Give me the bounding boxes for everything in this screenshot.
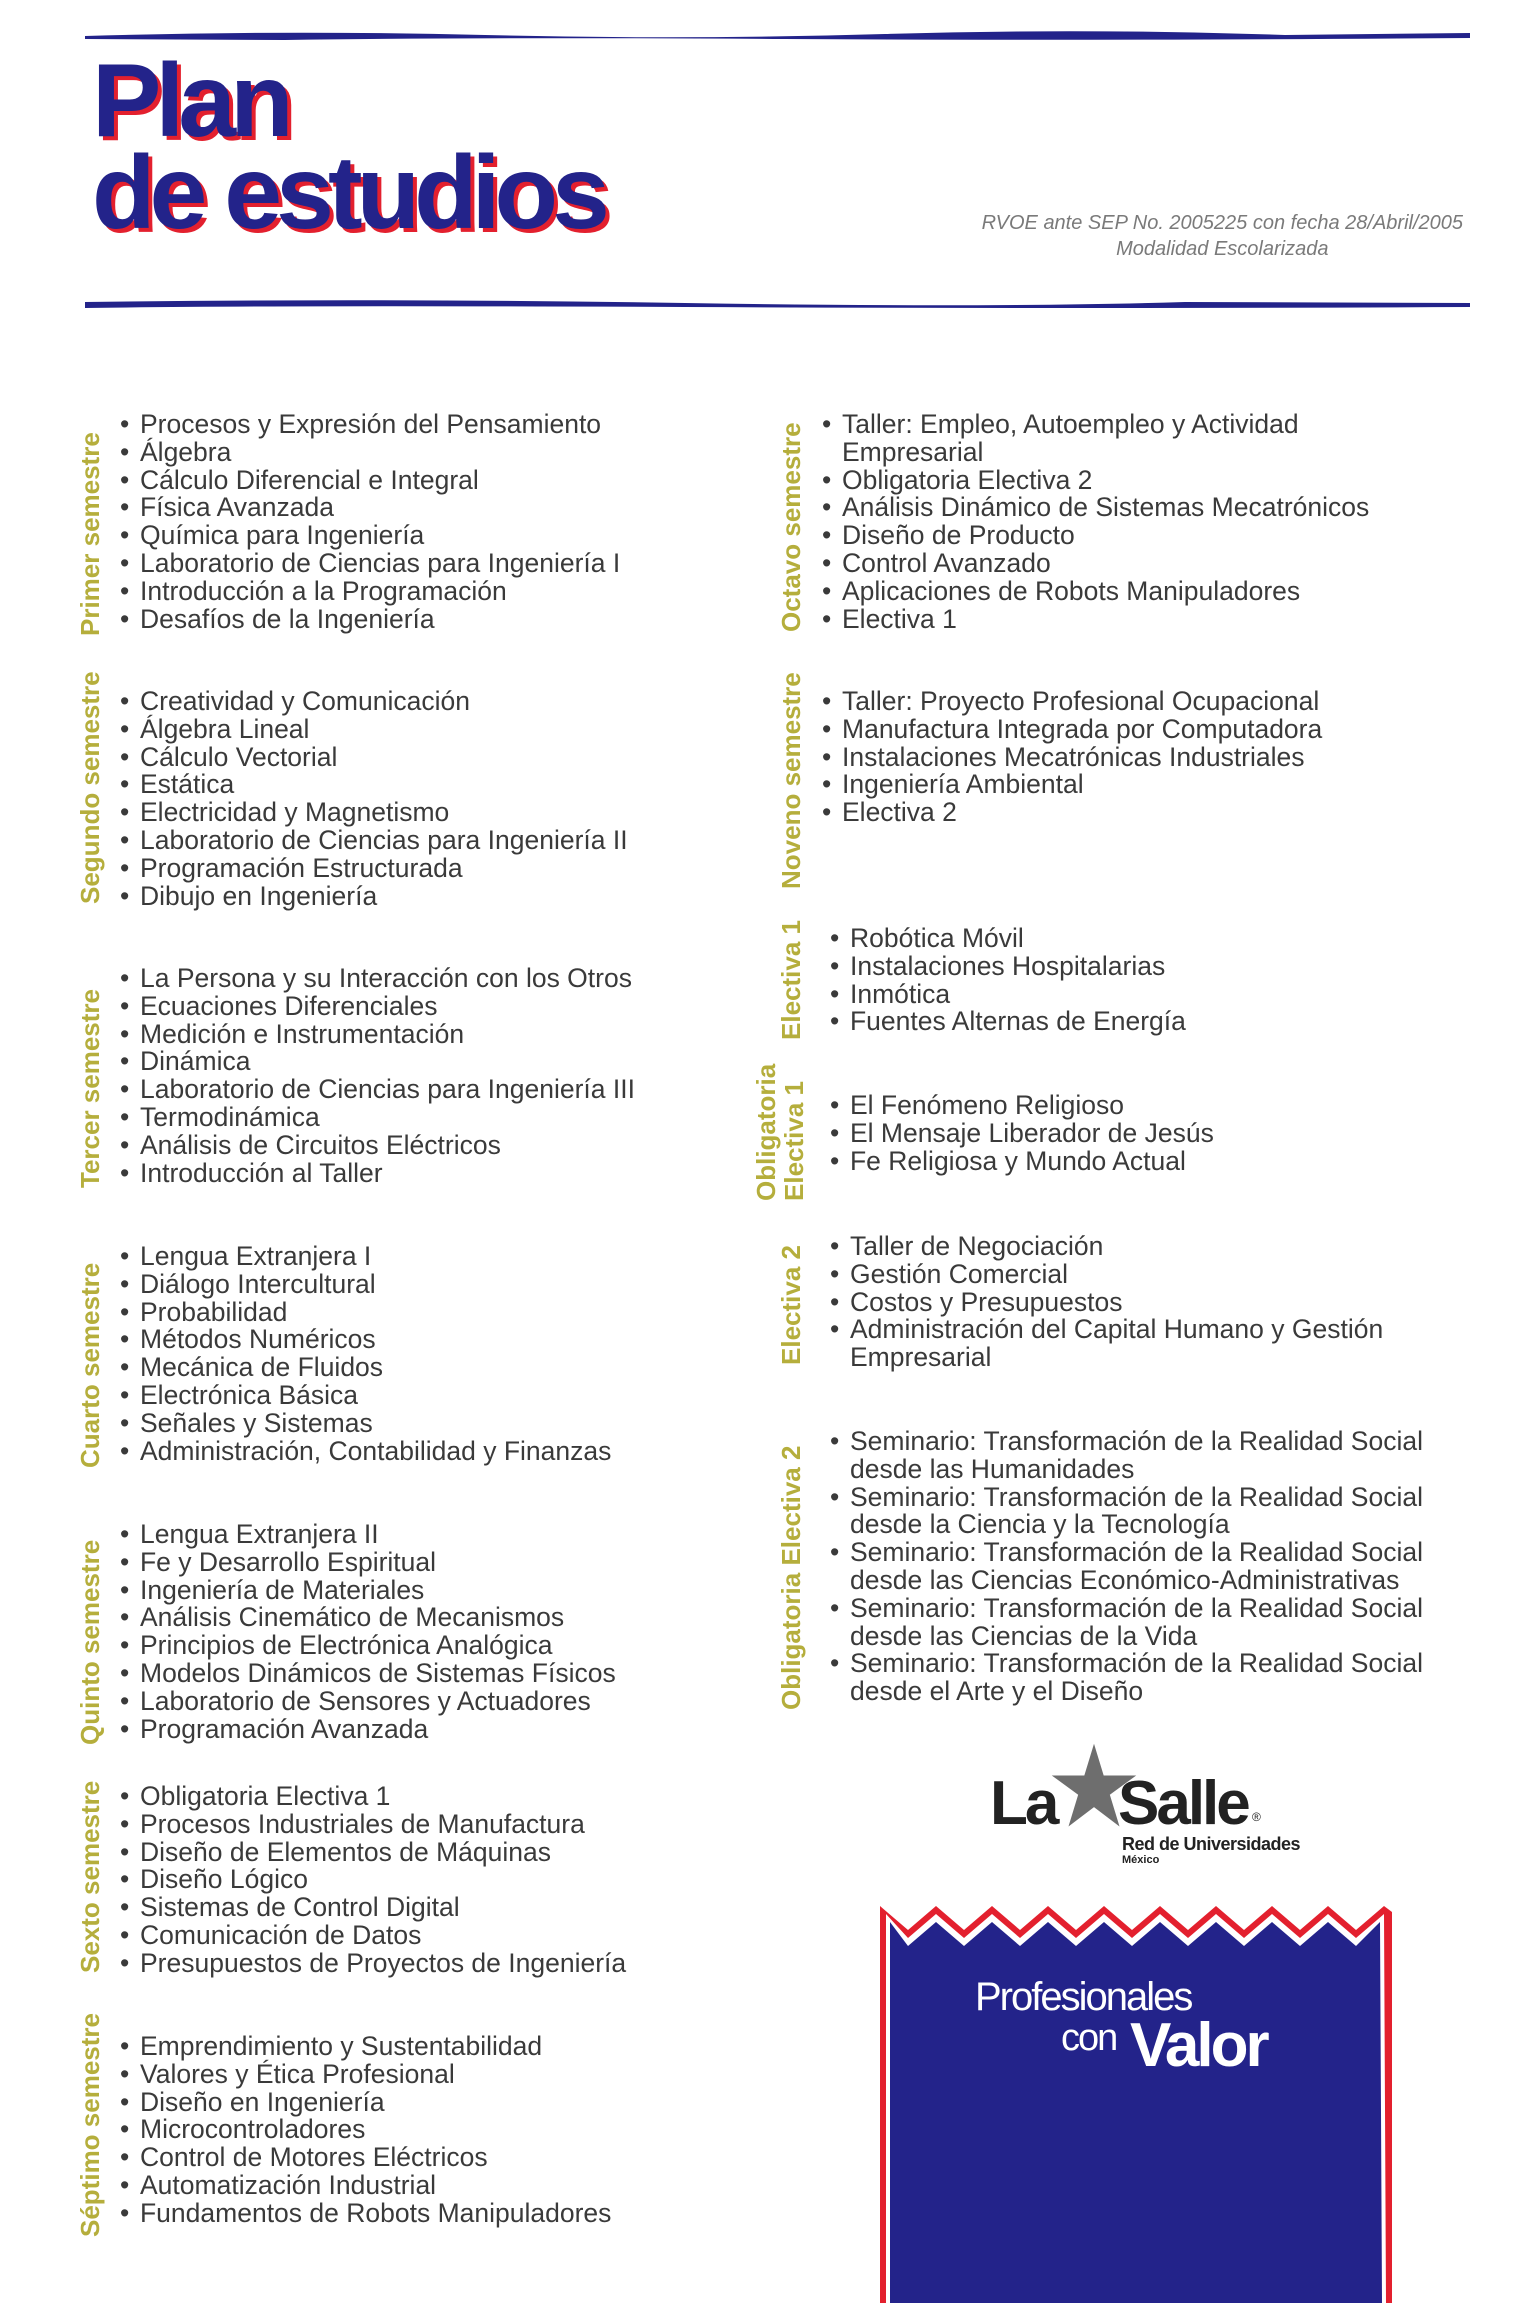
course-item: • Diseño de Producto bbox=[822, 522, 1422, 550]
obligatoria-electiva-1-label-line1: Obligatoria bbox=[751, 1063, 781, 1201]
course-item: • Seminario: Transformación de la Realidad Social desde las Ciencias Económico-Administrativas bbox=[830, 1539, 1470, 1595]
page-title bbox=[92, 43, 604, 251]
course-item: • Álgebra Lineal bbox=[120, 716, 628, 744]
title-line-estudios: de estudios bbox=[92, 135, 604, 251]
course-item: • Instalaciones Mecatrónicas Industriales bbox=[822, 744, 1322, 772]
course-item: • La Persona y su Interacción con los Otros bbox=[120, 965, 635, 993]
course-item: • Métodos Numéricos bbox=[120, 1326, 611, 1354]
course-item: • Termodinámica bbox=[120, 1104, 635, 1132]
course-list-2 bbox=[120, 688, 628, 910]
course-list-6 bbox=[120, 1783, 626, 1978]
course-item: • Ingeniería de Materiales bbox=[120, 1577, 616, 1605]
course-item: • Dinámica bbox=[120, 1048, 635, 1076]
course-item: • Obligatoria Electiva 2 bbox=[822, 467, 1422, 495]
obligatoria-electiva-2-list bbox=[830, 1428, 1470, 1706]
obligatoria-electiva-1-label-line2: Electiva 1 bbox=[779, 1081, 809, 1201]
course-item: • Análisis Cinemático de Mecanismos bbox=[120, 1604, 616, 1632]
semester-label-3: Tercer semestre bbox=[75, 989, 105, 1188]
course-item: • Taller de Negociación bbox=[830, 1233, 1430, 1261]
course-item: • Cálculo Vectorial bbox=[120, 744, 628, 772]
course-list-8 bbox=[822, 411, 1422, 633]
course-item: • Procesos y Expresión del Pensamiento bbox=[120, 411, 620, 439]
course-item: • Fe y Desarrollo Espiritual bbox=[120, 1549, 616, 1577]
course-item: • Diálogo Intercultural bbox=[120, 1271, 611, 1299]
semester-label-8: Octavo semestre bbox=[776, 422, 806, 632]
bottom-brush-stroke bbox=[85, 296, 1470, 310]
tagline-profesionales: Profesionales bbox=[975, 1975, 1192, 2019]
top-brush-stroke bbox=[85, 28, 1470, 42]
course-item: • Microcontroladores bbox=[120, 2116, 611, 2144]
logo-registered-mark: ® bbox=[1252, 1810, 1261, 1824]
banner-zigzag-background bbox=[880, 1890, 1392, 2303]
course-list-4 bbox=[120, 1243, 611, 1465]
course-item: • Ingeniería Ambiental bbox=[822, 771, 1322, 799]
course-item: • Control de Motores Eléctricos bbox=[120, 2144, 611, 2172]
course-item: • Seminario: Transformación de la Realidad Social desde las Ciencias de la Vida bbox=[830, 1595, 1470, 1651]
course-item: • Principios de Electrónica Analógica bbox=[120, 1632, 616, 1660]
electiva-2-label: Electiva 2 bbox=[776, 1245, 806, 1365]
profesionales-banner bbox=[880, 1890, 1392, 2303]
course-item: • Diseño en Ingeniería bbox=[120, 2089, 611, 2117]
la-salle-logo bbox=[990, 1740, 1340, 1870]
course-item: • Mecánica de Fluidos bbox=[120, 1354, 611, 1382]
rvoe-text: RVOE ante SEP No. 2005225 con fecha 28/Abril/2005 bbox=[981, 212, 1463, 234]
course-item: • Taller: Empleo, Autoempleo y Actividad Empresarial bbox=[822, 411, 1362, 467]
title-line-plan: Plan bbox=[92, 43, 288, 159]
course-item: • Cálculo Diferencial e Integral bbox=[120, 467, 620, 495]
course-item: • Fe Religiosa y Mundo Actual bbox=[830, 1148, 1214, 1176]
course-item: • Taller: Proyecto Profesional Ocupacional bbox=[822, 688, 1322, 716]
course-item: • Inmótica bbox=[830, 981, 1186, 1009]
course-item: • Robótica Móvil bbox=[830, 925, 1186, 953]
course-item: • Introducción al Taller bbox=[120, 1160, 635, 1188]
semester-label-6: Sexto semestre bbox=[75, 1780, 105, 1973]
electiva-2-list bbox=[830, 1233, 1430, 1372]
course-item: • Control Avanzado bbox=[822, 550, 1422, 578]
obligatoria-electiva-1-list bbox=[830, 1092, 1214, 1175]
electiva-1-list bbox=[830, 925, 1186, 1036]
course-item: • Gestión Comercial bbox=[830, 1261, 1430, 1289]
semester-label-2: Segundo semestre bbox=[75, 671, 105, 904]
course-item: • Fuentes Alternas de Energía bbox=[830, 1008, 1186, 1036]
tagline-valor: Valor bbox=[1130, 2011, 1267, 2080]
course-item: • Seminario: Transformación de la Realidad Social desde el Arte y el Diseño bbox=[830, 1650, 1470, 1706]
course-item: • Aplicaciones de Robots Manipuladores bbox=[822, 578, 1422, 606]
course-list-5 bbox=[120, 1521, 616, 1743]
course-item: • Laboratorio de Sensores y Actuadores bbox=[120, 1688, 616, 1716]
course-item: • Programación Avanzada bbox=[120, 1716, 616, 1744]
course-item: • Electricidad y Magnetismo bbox=[120, 799, 628, 827]
semester-label-5: Quinto semestre bbox=[75, 1539, 105, 1745]
course-item: • Modelos Dinámicos de Sistemas Físicos bbox=[120, 1660, 616, 1688]
course-item: • Creatividad y Comunicación bbox=[120, 688, 628, 716]
tagline-con: con bbox=[1061, 2017, 1117, 2059]
logo-text-la: La bbox=[990, 1769, 1057, 1838]
course-item: • Comunicación de Datos bbox=[120, 1922, 626, 1950]
obligatoria-electiva-2-label: Obligatoria Electiva 2 bbox=[776, 1445, 806, 1710]
course-item: • Laboratorio de Ciencias para Ingeniería I bbox=[120, 550, 620, 578]
course-item: • Química para Ingeniería bbox=[120, 522, 620, 550]
course-item: • Emprendimiento y Sustentabilidad bbox=[120, 2033, 611, 2061]
modalidad-text: Modalidad Escolarizada bbox=[1116, 238, 1329, 260]
logo-text-salle: Salle bbox=[1118, 1769, 1248, 1838]
course-list-7 bbox=[120, 2033, 611, 2228]
course-item: • Medición e Instrumentación bbox=[120, 1021, 635, 1049]
course-item: • Desafíos de la Ingeniería bbox=[120, 606, 620, 634]
course-list-9 bbox=[822, 688, 1322, 827]
logo-subtitle: Red de Universidades bbox=[1122, 1834, 1301, 1854]
electiva-1-label: Electiva 1 bbox=[776, 920, 806, 1040]
course-item: • Administración, Contabilidad y Finanzas bbox=[120, 1438, 611, 1466]
tagline bbox=[975, 1975, 1267, 2080]
course-list-3 bbox=[120, 965, 635, 1187]
course-item: • Fundamentos de Robots Manipuladores bbox=[120, 2200, 611, 2228]
course-item: • Laboratorio de Ciencias para Ingeniería III bbox=[120, 1076, 635, 1104]
course-item: • Electrónica Básica bbox=[120, 1382, 611, 1410]
course-item: • Electiva 2 bbox=[822, 799, 1322, 827]
course-item: • Laboratorio de Ciencias para Ingeniería II bbox=[120, 827, 628, 855]
course-item: • Electiva 1 bbox=[822, 606, 1422, 634]
course-item: • Manufactura Integrada por Computadora bbox=[822, 716, 1322, 744]
course-item: • Análisis Dinámico de Sistemas Mecatrónicos bbox=[822, 494, 1422, 522]
course-item: • Lengua Extranjera I bbox=[120, 1243, 611, 1271]
course-item: • Diseño Lógico bbox=[120, 1866, 626, 1894]
course-item: • Automatización Industrial bbox=[120, 2172, 611, 2200]
course-item: • Diseño de Elementos de Máquinas bbox=[120, 1839, 626, 1867]
course-item: • El Mensaje Liberador de Jesús bbox=[830, 1120, 1214, 1148]
course-list-1 bbox=[120, 411, 620, 633]
rvoe-info bbox=[982, 210, 1463, 262]
course-item: • Programación Estructurada bbox=[120, 855, 628, 883]
course-item: • Seminario: Transformación de la Realidad Social desde la Ciencia y la Tecnología bbox=[830, 1484, 1470, 1540]
semester-label-7: Séptimo semestre bbox=[75, 2013, 105, 2237]
course-item: • Costos y Presupuestos bbox=[830, 1289, 1430, 1317]
course-item: • Procesos Industriales de Manufactura bbox=[120, 1811, 626, 1839]
course-item: • Valores y Ética Profesional bbox=[120, 2061, 611, 2089]
semester-label-9: Noveno semestre bbox=[776, 672, 806, 889]
course-item: • Dibujo en Ingeniería bbox=[120, 883, 628, 911]
course-item: • Lengua Extranjera II bbox=[120, 1521, 616, 1549]
course-item: • Seminario: Transformación de la Realidad Social desde las Humanidades bbox=[830, 1428, 1470, 1484]
course-item: • Presupuestos de Proyectos de Ingeniería bbox=[120, 1950, 626, 1978]
course-item: • Señales y Sistemas bbox=[120, 1410, 611, 1438]
course-item: • Introducción a la Programación bbox=[120, 578, 620, 606]
course-item: • Instalaciones Hospitalarias bbox=[830, 953, 1186, 981]
course-item: • Sistemas de Control Digital bbox=[120, 1894, 626, 1922]
course-item: • Análisis de Circuitos Eléctricos bbox=[120, 1132, 635, 1160]
semester-label-4: Cuarto semestre bbox=[75, 1262, 105, 1468]
semester-label-1: Primer semestre bbox=[75, 432, 105, 636]
course-item: • Estática bbox=[120, 771, 628, 799]
course-item: • Ecuaciones Diferenciales bbox=[120, 993, 635, 1021]
course-item: • El Fenómeno Religioso bbox=[830, 1092, 1214, 1120]
course-item: • Álgebra bbox=[120, 439, 620, 467]
course-item: • Administración del Capital Humano y Gestión Empresarial bbox=[830, 1316, 1430, 1372]
course-item: • Física Avanzada bbox=[120, 494, 620, 522]
course-item: • Probabilidad bbox=[120, 1299, 611, 1327]
course-item: • Obligatoria Electiva 1 bbox=[120, 1783, 626, 1811]
logo-country: México bbox=[1122, 1854, 1160, 1866]
